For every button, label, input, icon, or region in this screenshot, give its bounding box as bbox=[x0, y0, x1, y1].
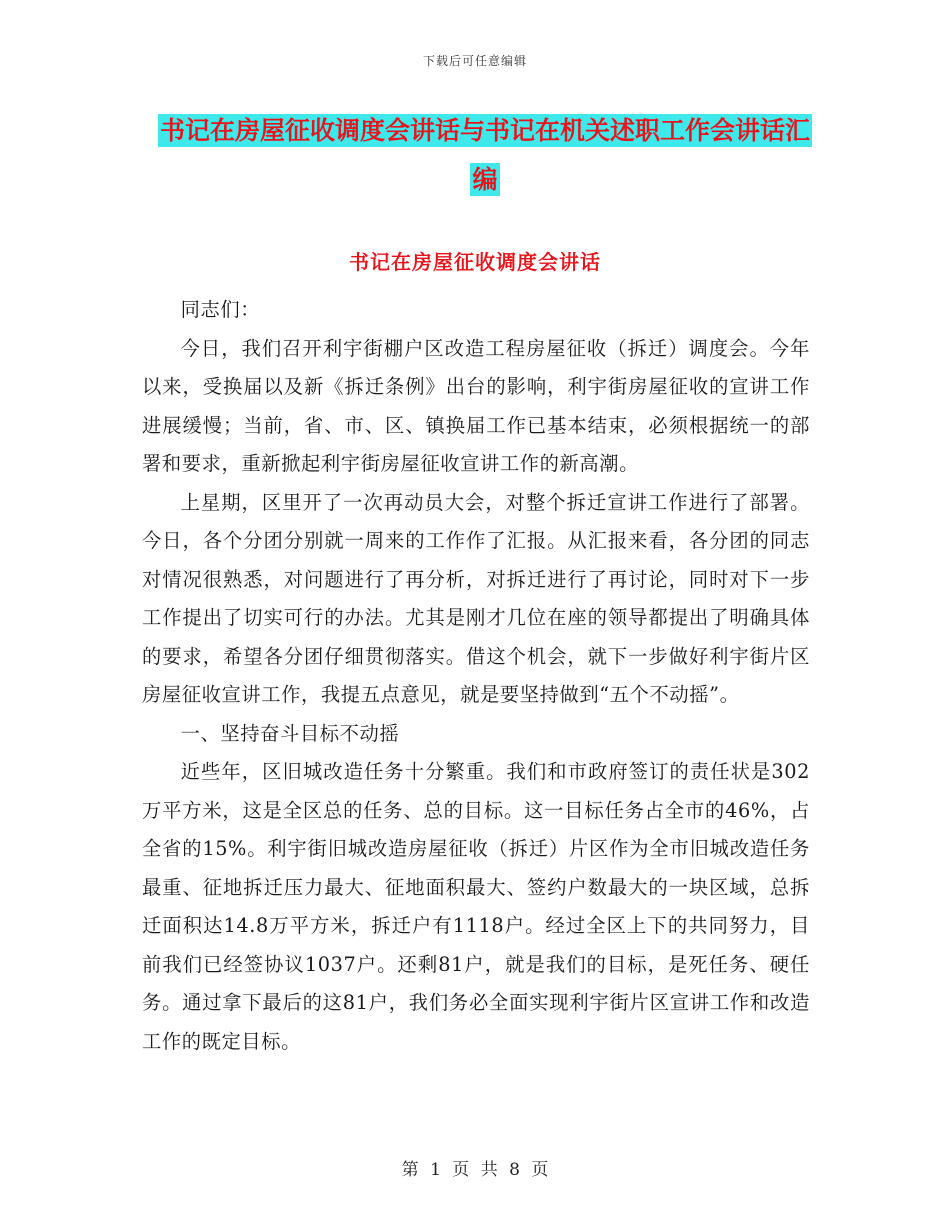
document-title-text: 书记在房屋征收调度会讲话与书记在机关述职工作会讲话汇编 bbox=[159, 116, 810, 194]
section-title: 书记在房屋征收调度会讲话 bbox=[349, 250, 601, 274]
paragraph-heading: 一、坚持奋斗目标不动摇 bbox=[180, 721, 400, 745]
document-body bbox=[142, 291, 810, 1061]
page-number: 第 1 页 共 8 页 bbox=[401, 1160, 549, 1180]
paragraph: 近些年，区旧城改造任务十分繁重。我们和市政府签订的责任状是302万平方米，这是全区总的任务、总的目标。这一目标任务占全市的46%，占全省的15%。利宇街旧城改造房屋征收（拆迁）片区作为全市旧城改造任务最重、征地拆迁压力最大、征地面积最大、签约户数最大的一块区域，总拆迁面积达14.8万平方米，拆迁户有1118户。经过全区上下的共同努力，目前我们已经签协议1037户。还剩81户，就是我们的目标，是死任务、硬任务。通过拿下最后的这81户，我们务必全面实现利宇街片区宣讲工作和改造工作的既定目标。 bbox=[142, 760, 810, 1053]
document-title bbox=[150, 106, 820, 204]
paragraph: 上星期，区里开了一次再动员大会，对整个拆迁宣讲工作进行了部署。今日，各个分团分别就一周来的工作作了汇报。从汇报来看，各分团的同志对情况很熟悉，对问题进行了再分析，对拆迁进行了再讨论，同时对下一步工作提出了切实可行的办法。尤其是刚才几位在座的领导都提出了明确具体的要求，希望各分团仔细贯彻落实。借这个机会，就下一步做好利宇街片区房屋征收宣讲工作，我提五点意见，就是要坚持做到“五个不动摇”。 bbox=[142, 490, 810, 706]
page-header-note: 下载后可任意编辑 bbox=[422, 54, 527, 68]
paragraph-salutation: 同志们： bbox=[180, 298, 261, 321]
paragraph: 今日，我们召开利宇街棚户区改造工程房屋征收（拆迁）调度会。今年以来，受换届以及新《拆迁条例》出台的影响，利宇街房屋征收的宣讲工作进展缓慢；当前，省、市、区、镇换届工作已基本结束，必须根据统一的部署和要求，重新掀起利宇街房屋征收宣讲工作的新高潮。 bbox=[142, 336, 810, 475]
